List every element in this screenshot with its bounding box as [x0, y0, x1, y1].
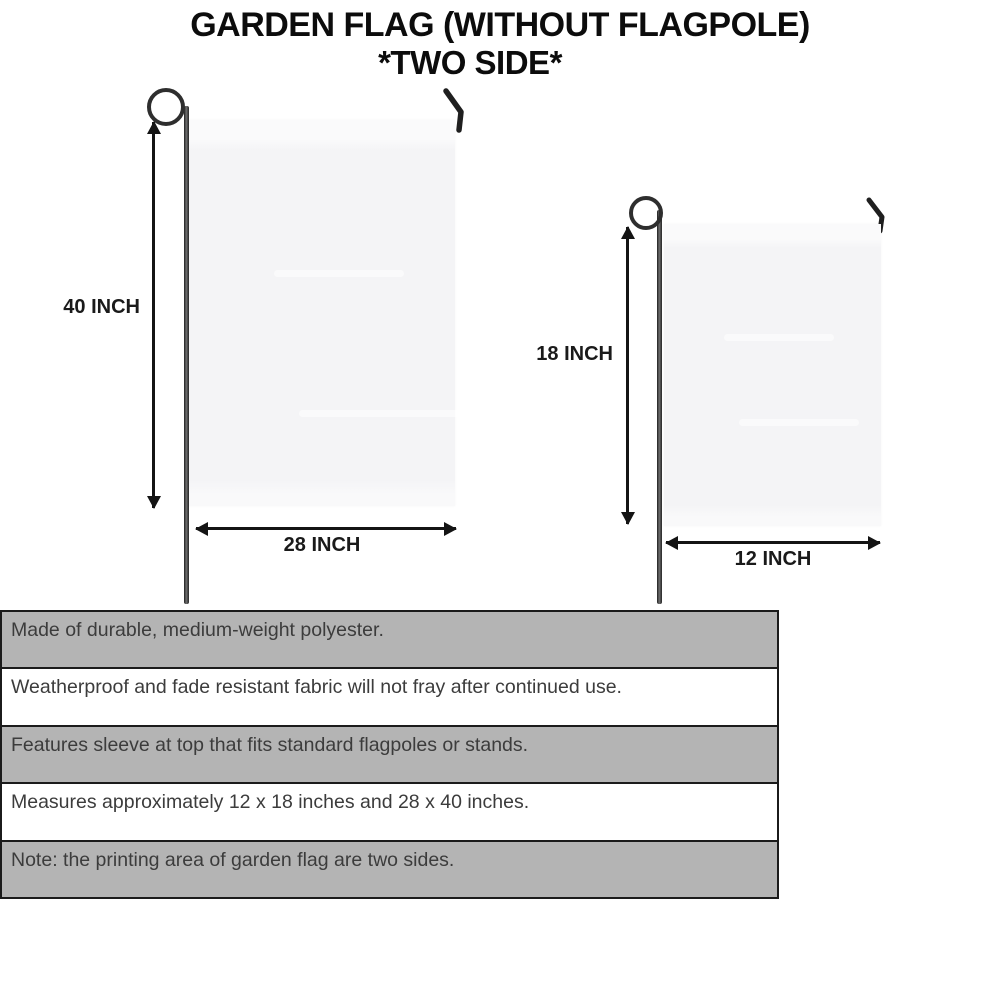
small-flag-panel	[664, 224, 881, 526]
small-width-label: 12 INCH	[734, 548, 812, 570]
fabric-sheen	[274, 270, 404, 277]
feature-row: Features sleeve at top that fits standard flagpoles or stands.	[2, 725, 777, 782]
large-flag-panel	[189, 120, 455, 506]
fabric-sheen	[724, 334, 834, 341]
small-width-arrow	[666, 541, 880, 544]
features-table	[0, 610, 779, 899]
page-title: GARDEN FLAG (WITHOUT FLAGPOLE)	[190, 6, 810, 44]
feature-row: Made of durable, medium-weight polyester.	[2, 612, 777, 667]
large-height-label: 40 INCH	[63, 296, 140, 318]
small-height-arrow	[626, 227, 629, 524]
page-subtitle: *TWO SIDE*	[378, 44, 562, 81]
small-pole-loop	[629, 196, 663, 230]
large-width-label: 28 INCH	[283, 534, 361, 556]
feature-row: Weatherproof and fade resistant fabric will not fray after continued use.	[2, 667, 777, 724]
small-height-label: 18 INCH	[536, 343, 613, 365]
fabric-sheen	[299, 410, 469, 417]
small-flagpole	[657, 210, 662, 604]
fabric-sheen	[739, 419, 859, 426]
large-width-arrow	[196, 527, 456, 530]
feature-row: Note: the printing area of garden flag are two sides.	[2, 840, 777, 897]
feature-row: Measures approximately 12 x 18 inches and 28 x 40 inches.	[2, 782, 777, 839]
large-height-arrow	[152, 122, 155, 508]
